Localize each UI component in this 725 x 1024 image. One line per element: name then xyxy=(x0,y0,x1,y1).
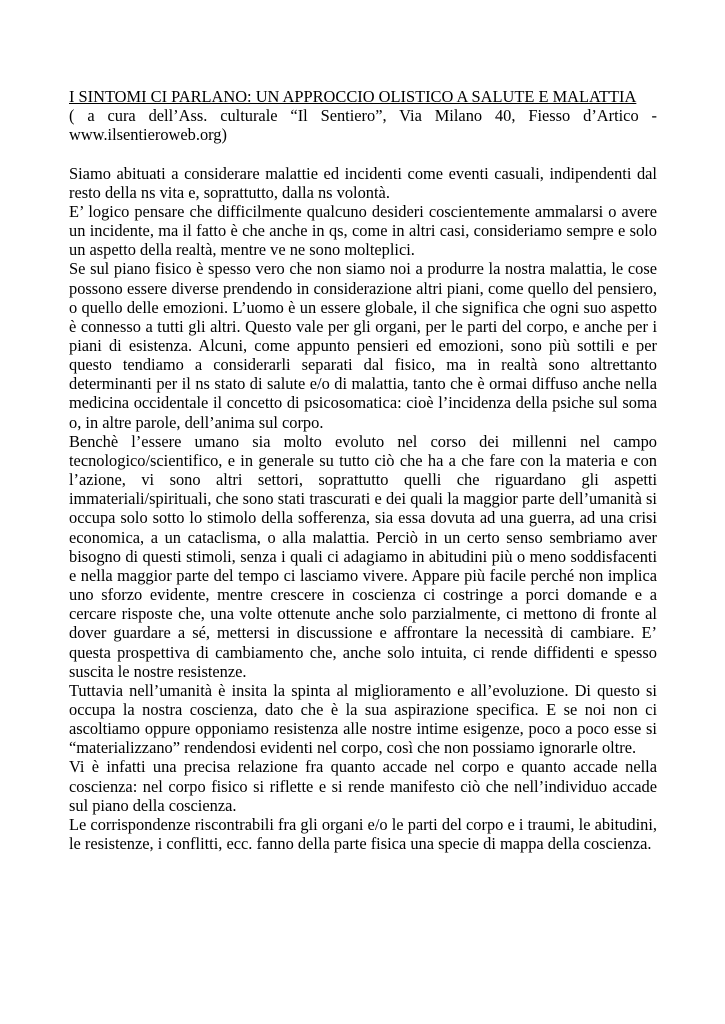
paragraph-2: E’ logico pensare che difficilmente qualcuno desideri coscientemente ammalarsi o avere un incidente, ma il fatto è che anche in qs, come in altri casi, consideriamo sempre e solo un aspetto della realtà, mentre ve ne sono molteplici. xyxy=(69,201,657,260)
document-title: I SINTOMI CI PARLANO: UN APPROCCIO OLISTICO A SALUTE E MALATTIA xyxy=(69,87,637,106)
paragraph-7: Le corrispondenze riscontrabili fra gli organi e/o le parti del corpo e i traumi, le abitudini, le resistenze, i conflitti, ecc. fanno della parte fisica una specie di mappa della coscienza. xyxy=(69,814,657,854)
paragraph-1: Siamo abituati a considerare malattie ed incidenti come eventi casuali, indipendenti dal resto della ns vita e, soprattutto, dalla ns volontà. xyxy=(69,163,657,202)
paragraph-3: Se sul piano fisico è spesso vero che non siamo noi a produrre la nostra malattia, le cose possono essere diverse prendendo in considerazione altri piani, come quello del pensiero, o quello delle emozioni. L’uomo è un essere globale, il che significa che ogni suo aspetto è connesso a tutti gli altri. Questo vale per gli organi, per le parti del corpo, e anche per i piani di esistenza. Alcuni, come appunto pensieri ed emozioni, sono più sottili e per questo tendiamo a considerarli separati dal fisico, ma in realtà sono altrettanto determinanti per il ns stato di salute e/o di malattia, tanto che è ormai diffuso anche nella medicina occidentale il concetto di psicosomatica: cioè l’incidenza della psiche sul soma o, in altre parole, dell’anima sul corpo. xyxy=(69,259,657,432)
document-subtitle: ( a cura dell’Ass. culturale “Il Sentiero”, Via Milano 40, Fiesso d’Artico - www.ilsentieroweb.org) xyxy=(69,106,657,145)
blank-line xyxy=(69,144,657,163)
document-page xyxy=(69,87,657,853)
paragraph-5: Tuttavia nell’umanità è insita la spinta al miglioramento e all’evoluzione. Di questo si occupa la nostra coscienza, dato che è la sua aspirazione specifica. E se noi non ci ascoltiamo oppure opponiamo resistenza alle nostre intime esigenze, poco a poco esse si “materializzano” rendendosi evidenti nel corpo, così che non possiamo ignorarle oltre. xyxy=(69,680,657,758)
paragraph-4: Benchè l’essere umano sia molto evoluto nel corso dei millenni nel campo tecnologico/scientifico, e in generale su tutto ciò che ha a che fare con la materia e con l’azione, vi sono altri settori, soprattutto quelli che riguardano gli aspetti immateriali/spirituali, che sono stati trascurati e dei quali la maggior parte dell’umanità si occupa solo sotto lo stimolo della sofferenza, sia essa dovuta ad una guerra, ad una crisi economica, a un cataclisma, o alla malattia. Perciò in un certo senso sembriamo aver bisogno di questi stimoli, senza i quali ci adagiamo in abitudini più o meno soddisfacenti e nella maggior parte del tempo ci lasciamo vivere. Appare più facile perché non implica uno sforzo evidente, mentre crescere in coscienza ci costringe a porci domande e a cercare risposte che, una volte ottenute anche solo parzialmente, ci mettono di fronte al dover guardare a sé, mettersi in discussione e affrontare la necessità di cambiare. E’ questa prospettiva di cambiamento che, anche solo intuita, ci rende diffidenti e spesso suscita le nostre resistenze. xyxy=(69,431,657,681)
paragraph-6: Vi è infatti una precisa relazione fra quanto accade nel corpo e quanto accade nella coscienza: nel corpo fisico si riflette e si rende manifesto ciò che nell’individuo accade sul piano della coscienza. xyxy=(69,757,657,815)
